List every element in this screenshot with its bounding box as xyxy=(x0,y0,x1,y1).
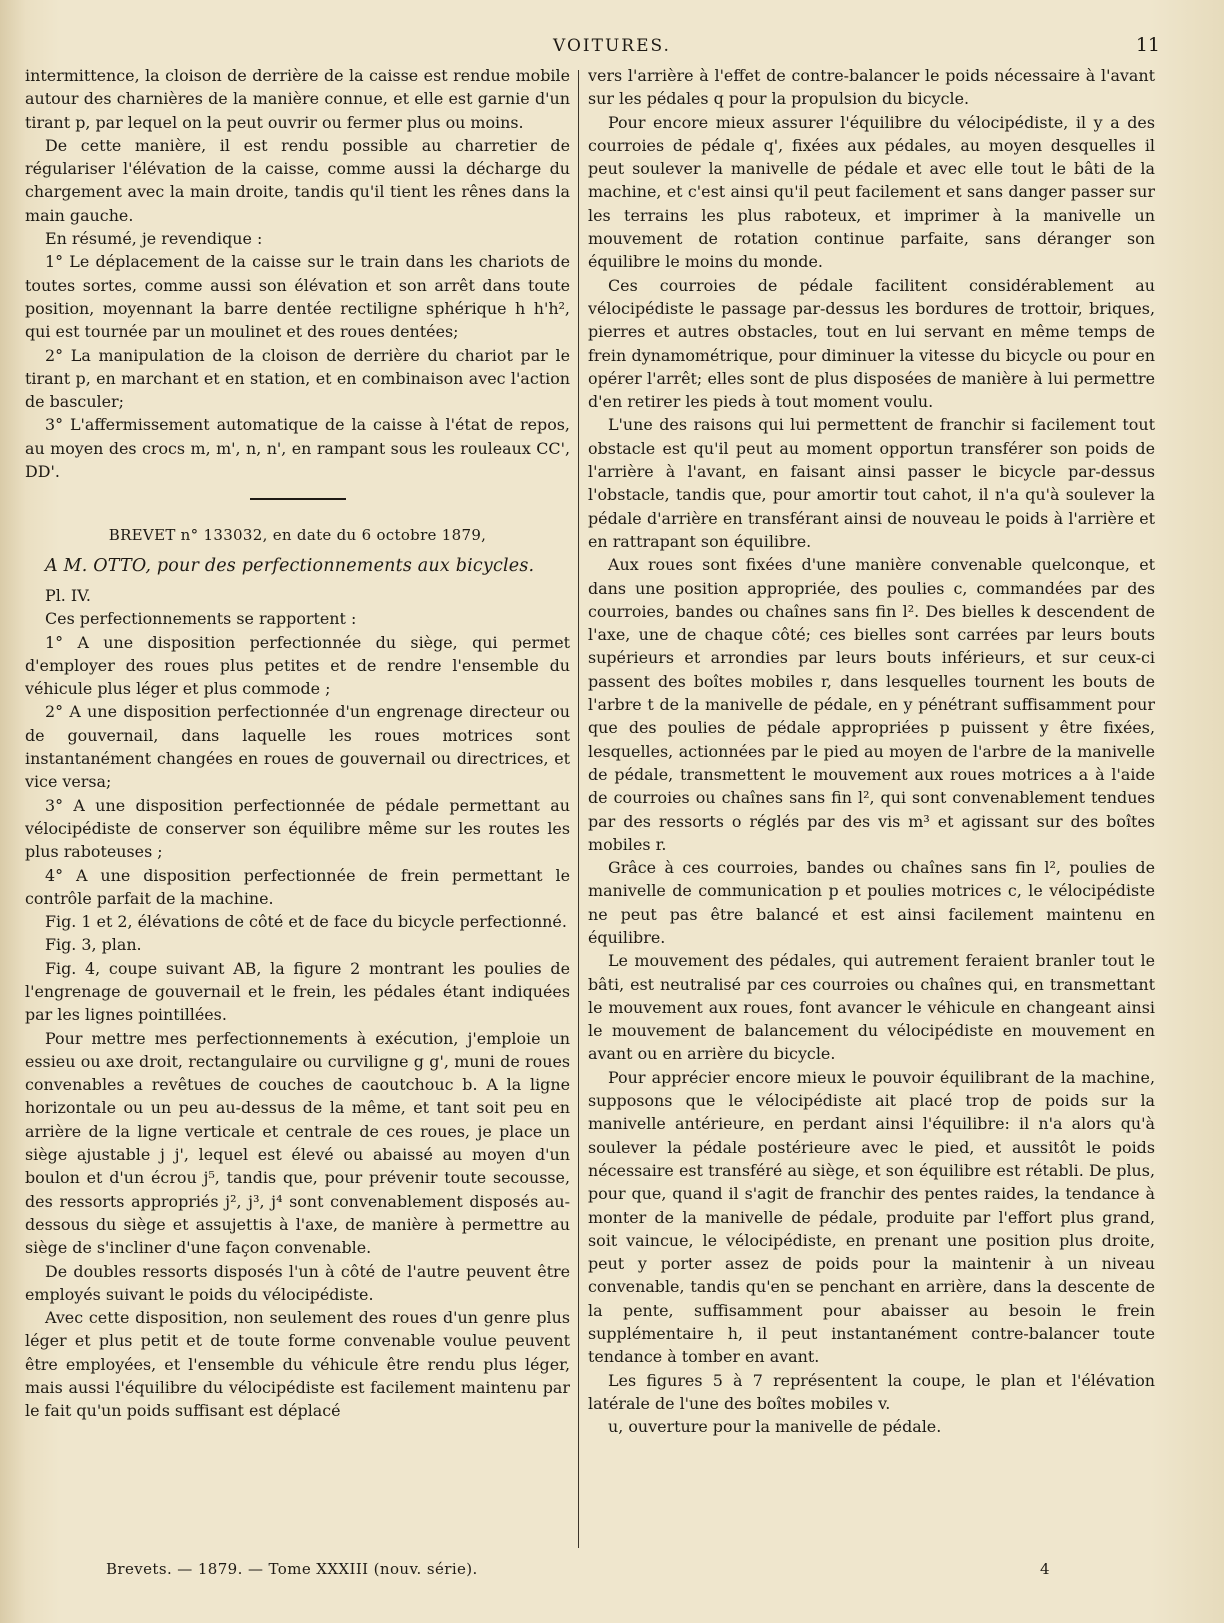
paragraph: De cette manière, il est rendu possible au charretier de régulariser l'élévation de la caisse, comme aussi la décharge du chargement avec la main droite, tandis qu'il tient les rênes dans la main gauche. xyxy=(25,135,570,225)
paragraph: Ces perfectionnements se rapportent : xyxy=(45,609,357,629)
paragraph: 1° A une disposition perfectionnée du siège, qui permet d'employer des roues plus petites et de rendre l'ensemble du véhicule plus léger et plus commode ; xyxy=(25,632,570,699)
paragraph: u, ouverture pour la manivelle de pédale. xyxy=(608,1417,942,1437)
paragraph: 2° La manipulation de la cloison de derrière du chariot par le tirant p, en marchant et en station, et en combinaison avec l'action de basculer; xyxy=(25,345,570,412)
page-number: 11 xyxy=(1135,34,1160,56)
patent-heading: BREVET n° 133032, en date du 6 octobre 1879, xyxy=(108,526,487,545)
page-header xyxy=(0,34,1224,58)
paragraph: Pour encore mieux assurer l'équilibre du vélocipédiste, il y a des courroies de pédale q', fixées aux pédales, au moyen desquelles il peut soulever la manivelle de pédale et avec elle tout le bâti de la machine, et c'est ainsi qu'il peut facilement et sans danger passer sur les terrains les plus raboteux, et imprimer à la manivelle un mouvement de rotation continue parfaite, sans déranger son équilibre le moins du monde. xyxy=(588,112,1155,272)
paragraph: Fig. 3, plan. xyxy=(45,935,142,955)
paragraph: 3° A une disposition perfectionnée de pédale permettant au vélocipédiste de conserver son équilibre même sur les routes les plus raboteuses ; xyxy=(25,795,570,862)
page-footer xyxy=(0,1560,1224,1584)
paragraph: Pl. IV. xyxy=(45,585,91,605)
paragraph: intermittence, la cloison de derrière de la caisse est rendue mobile autour des charnières de la manière connue, et elle est garnie d'un tirant p, par lequel on la peut ouvrir ou fermer plus ou moins. xyxy=(25,66,570,132)
running-title: VOITURES. xyxy=(553,36,671,56)
column-divider xyxy=(578,70,579,1548)
section-separator xyxy=(250,498,346,500)
paragraph: De doubles ressorts disposés l'un à côté de l'autre peuvent être employés suivant le poids du vélocipédiste. xyxy=(25,1261,570,1304)
paragraph: 1° Le déplacement de la caisse sur le train dans les chariots de toutes sortes, comme aussi son élévation et son arrêt dans toute position, moyennant la barre dentée rectiligne sphérique h h'h², qui est tournée par un moulinet et des roues dentées; xyxy=(25,252,570,342)
paragraph: L'une des raisons qui lui permettent de franchir si facilement tout obstacle est qu'il peut au moment opportun transférer son poids de l'arrière à l'avant, en faisant ainsi passer le bicycle par-dessus l'obstacle, tandis que, pour amortir tout cahot, il n'a qu'à soulever la pédale d'arrière en transférant ainsi de nouveau le poids à l'arrière et en rattrapant son équilibre. xyxy=(588,415,1155,551)
patent-title: A M. OTTO, pour des perfectionnements aux bicycles. xyxy=(45,555,535,576)
paragraph: 2° A une disposition perfectionnée d'un engrenage directeur ou de gouvernail, dans laquelle les roues motrices sont instantanément changées en roues de gouvernail ou directrices, et vice versa; xyxy=(25,702,570,792)
left-column xyxy=(25,64,570,1550)
paragraph: Grâce à ces courroies, bandes ou chaînes sans fin l², poulies de manivelle de communication p et poulies motrices c, le vélocipédiste ne peut pas être balancé et est ainsi facilement maintenu en équilibre. xyxy=(588,858,1155,947)
paragraph: Les figures 5 à 7 représentent la coupe, le plan et l'élévation latérale de l'une des boîtes mobiles v. xyxy=(588,1370,1155,1413)
paragraph: Ces courroies de pédale facilitent considérablement au vélocipédiste le passage par-dessus les bordures de trottoir, briques, pierres et autres obstacles, tout en lui servant en même temps de frein dynamométrique, pour diminuer la vitesse du bicycle ou pour en opérer l'arrêt; elles sont de plus disposées de manière à lui permettre d'en retirer les pieds à tout moment voulu. xyxy=(588,275,1155,412)
paragraph: Aux roues sont fixées d'une manière convenable quelconque, et dans une position appropriée, des poulies c, commandées par des courroies, bandes ou chaînes sans fin l². Des bielles k descendent de l'axe, une de chaque côté; ces bielles sont carrées par leurs bouts supérieurs et arrondies par leurs bouts inférieurs, et sur ceux-ci passent des boîtes mobiles r, dans lesquelles tournent les bouts de l'arbre t de la manivelle de pédale, en y pénétrant suffisamment pour que des poulies de pédale appropriées p puissent y être fixées, lesquelles, actionnées par le pied au moyen de l'arbre de la manivelle de pédale, transmettent le mouvement aux roues motrices a à l'aide de courroies ou chaînes sans fin l², qui sont convenablement tendues par des ressorts o réglés par des vis m³ et agissant sur des boîtes mobiles r. xyxy=(588,555,1155,854)
signature-mark: 4 xyxy=(1040,1560,1050,1578)
paragraph: Avec cette disposition, non seulement des roues d'un genre plus léger et plus petit et de toute forme convenable voulue peuvent être employées, et l'ensemble du véhicule être rendu plus léger, mais aussi l'équilibre du vélocipédiste est facilement maintenu par le fait qu'un poids suffisant est déplacé xyxy=(25,1308,570,1421)
right-column xyxy=(588,64,1155,1550)
paragraph: 3° L'affermissement automatique de la caisse à l'état de repos, au moyen des crocs m, m', n, n', en rampant sous les rouleaux CC', DD'. xyxy=(25,415,570,482)
paragraph: Pour mettre mes perfectionnements à exécution, j'emploie un essieu ou axe droit, rectangulaire ou curviligne g g', muni de roues convenables a revêtues de couches de caoutchouc b. A la ligne horizontale ou un peu au-dessus de la même, et tant soit peu en arrière de la ligne verticale et centrale de ces roues, je place un siège ajustable j j', lequel est élevé ou abaissé au moyen d'un boulon et d'un écrou j⁵, tandis que, pour prévenir toute secousse, des ressorts appropriés j², j³, j⁴ sont convenablement disposés au-dessous du siège et assujettis à l'axe, de manière à permettre au siège de s'incliner d'une façon convenable. xyxy=(25,1028,570,1258)
paragraph: Fig. 1 et 2, élévations de côté et de face du bicycle perfectionné. xyxy=(45,912,567,932)
paragraph: vers l'arrière à l'effet de contre-balancer le poids nécessaire à l'avant sur les pédales q pour la propulsion du bicycle. xyxy=(588,66,1155,109)
paragraph: 4° A une disposition perfectionnée de frein permettant le contrôle parfait de la machine. xyxy=(25,865,570,908)
paragraph: Pour apprécier encore mieux le pouvoir équilibrant de la machine, supposons que le vélocipédiste ait placé trop de poids sur la manivelle antérieure, en perdant ainsi l'équilibre: il n'a alors qu'à soulever la pédale postérieure avec le pied, et aussitôt le poids nécessaire est transféré au siège, et son équilibre est rétabli. De plus, pour que, quand il s'agit de franchir des pentes raides, la tendance à monter de la manivelle de pédale, produite par l'effort plus grand, soit vaincue, le vélocipédiste, en prenant une position plus droite, peut y porter assez de poids pour la maintenir à un niveau convenable, tandis qu'en se penchant en arrière, dans la descente de la pente, suffisamment pour abaisser au besoin le frein supplémentaire h, il peut instantanément contre-balancer toute tendance à tomber en avant. xyxy=(588,1067,1155,1367)
footer-text: Brevets. — 1879. — Tome XXXIII (nouv. série). xyxy=(106,1560,478,1578)
paragraph: Le mouvement des pédales, qui autrement feraient branler tout le bâti, est neutralisé par ces courroies ou chaînes qui, en transmettant le mouvement aux roues, font avancer le véhicule en changeant ainsi le mouvement de balancement du vélocipédiste en mouvement en avant ou en arrière du bicycle. xyxy=(588,951,1155,1064)
paragraph: Fig. 4, coupe suivant AB, la figure 2 montrant les poulies de l'engrenage de gouvernail et le frein, les pédales étant indiquées par les lignes pointillées. xyxy=(25,958,570,1025)
paragraph: En résumé, je revendique : xyxy=(45,229,263,249)
